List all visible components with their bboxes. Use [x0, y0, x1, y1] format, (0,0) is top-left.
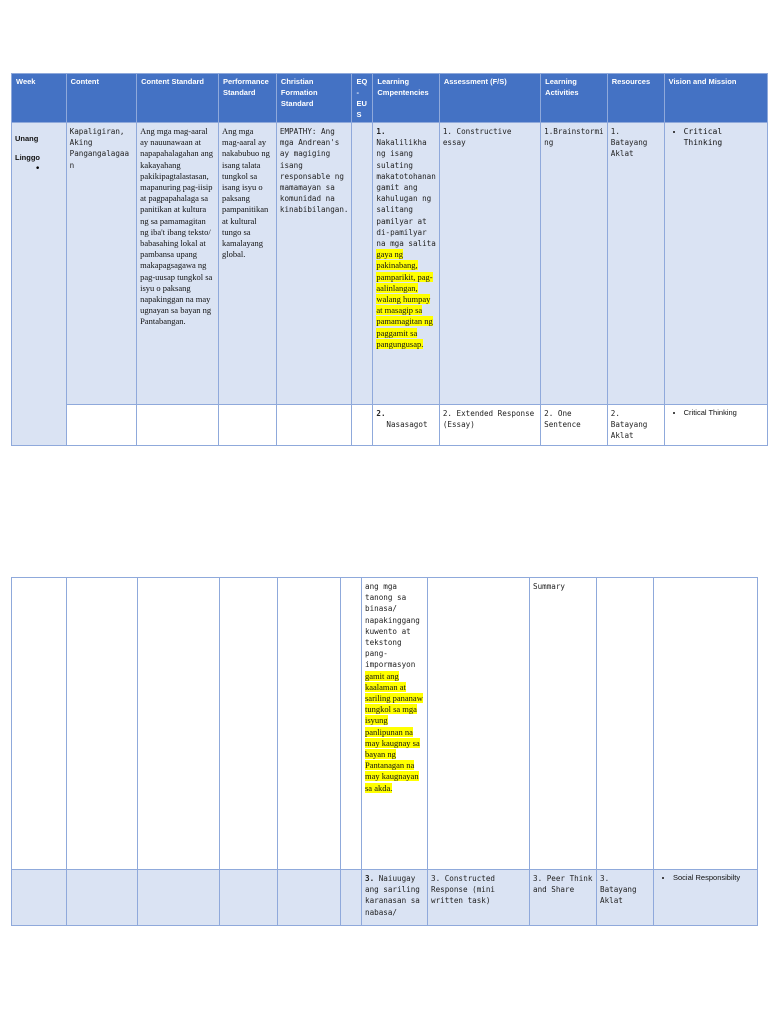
performance-standard-cell — [220, 870, 278, 926]
table-row — [12, 123, 768, 405]
competency-text: Naiuugay ang sariling karanasan sa nabasa/ — [365, 874, 420, 917]
christian-formation-cell — [276, 123, 352, 405]
header-content-standard: Content Standard — [137, 74, 219, 123]
competency-highlight: gaya ng pakinabang, pamparikit, pag-aalinlangan, walang humpay at masagip sa pamamagitan ng paggamit sa pangungusap. — [376, 249, 433, 349]
vision-list — [668, 126, 764, 148]
eq-eus-cell — [352, 123, 373, 405]
eq-eus-cell — [341, 578, 362, 870]
activities-cell: 3. Peer Think and Share — [530, 870, 597, 926]
competency-text: ang mga tanong sa binasa/ napakinggang kuwento at tekstong pang-impormasyon — [365, 582, 420, 670]
competency-cell — [373, 405, 439, 446]
christian-formation-text: EMPATHY: Ang mga Andrean's ay magiging isang responsable ng mamamayan sa komunidad na kinabibilangan. — [279, 127, 349, 215]
performance-standard-cell — [220, 578, 278, 870]
vision-list — [668, 408, 764, 418]
vision-cell — [654, 870, 758, 926]
competency-number: 1. — [376, 127, 386, 136]
vision-item: • Critical Thinking — [684, 408, 764, 418]
header-performance-standard: Performance Standard — [218, 74, 276, 123]
vision-cell — [664, 405, 767, 446]
week-cell — [12, 578, 67, 870]
competency-number: 3. — [365, 874, 375, 883]
header-learning-activities: Learning Activities — [541, 74, 608, 123]
content-cell — [67, 870, 138, 926]
vision-cell — [664, 123, 767, 405]
content-cell — [67, 578, 138, 870]
performance-standard-text: Ang mga mag-aaral ay nakabubuo ng isang talata tungkol sa isang isyu o paksang pampanitikan at kultural tungo sa kamalayang global. — [221, 126, 270, 260]
week-cell — [12, 123, 67, 446]
assessment-cell — [428, 578, 530, 870]
eq-eus-cell — [352, 405, 373, 446]
table-row — [12, 870, 758, 926]
assessment-cell: 1. Constructive essay — [439, 123, 540, 405]
competency-cell — [362, 870, 428, 926]
christian-formation-cell — [276, 405, 352, 446]
table-row — [12, 405, 768, 446]
competency-cell — [362, 578, 428, 870]
resources-cell — [597, 578, 654, 870]
header-week: Week — [12, 74, 67, 123]
content-standard-text: Ang mga mag-aaral ay nauunawaan at napapahalagahan ang kakayahang pakikipagtalastasan, mapanuring pag-iisip at pagpapahalaga sa panitikan at kultura ng sa pamamagitan ng iba't ibang teksto/ babasahing lokal at pambansa upang makapagsagawa ng pag-uusap tungkol sa isyu o paksang napakinggan na may ugnayan sa bayan ng Pantabangan. — [140, 126, 213, 327]
vision-list — [657, 873, 754, 883]
curriculum-table-page-2 — [11, 577, 758, 926]
content-standard-cell — [137, 405, 219, 446]
curriculum-table-page-1 — [11, 73, 768, 446]
week-label: Unang Linggo — [15, 134, 40, 162]
content-standard-cell — [138, 578, 220, 870]
header-row — [12, 74, 768, 123]
vision-item: • Social Responsibilty — [673, 873, 754, 883]
content-standard-cell — [138, 870, 220, 926]
header-eq-eus: EQ - EU S — [352, 74, 373, 123]
content-standard-cell — [137, 123, 219, 405]
vision-item: • Critical Thinking — [684, 126, 764, 148]
christian-formation-cell — [278, 870, 341, 926]
header-content: Content — [66, 74, 136, 123]
assessment-cell: 3. Constructed Response (mini written task) — [428, 870, 530, 926]
resources-cell: 3. Batayang Aklat — [597, 870, 654, 926]
week-bullet: • — [35, 164, 41, 174]
activities-cell: 1.Brainstorming — [541, 123, 608, 405]
header-resources: Resources — [607, 74, 664, 123]
content-cell: Kapaligiran, Aking Pangangalagaan — [66, 123, 136, 405]
competency-cell — [373, 123, 439, 405]
eq-eus-cell — [341, 870, 362, 926]
competency-number: 2. — [376, 409, 386, 418]
vision-cell — [654, 578, 758, 870]
competency-text: Nakalilikha ng isang sulating makatotohanan gamit ang kahulugan ng salitang pamilyar at di-pamilyar na mga salita — [376, 138, 436, 249]
assessment-cell: 2. Extended Response (Essay) — [439, 405, 540, 446]
header-christian-formation: Christian Formation Standard — [276, 74, 352, 123]
competency-highlight: gamit ang kaalaman at sariling pananaw tungkol sa mga isyung panlipunan na may kaugnay sa bayan ng Pantanagan na may kaugnayan sa akda. — [365, 670, 423, 793]
performance-standard-cell — [218, 405, 276, 446]
activities-cell: 2. One Sentence — [541, 405, 608, 446]
resources-cell: 2. Batayang Aklat — [607, 405, 664, 446]
table-row — [12, 578, 758, 870]
activities-cell: Summary — [530, 578, 597, 870]
performance-standard-cell — [218, 123, 276, 405]
christian-formation-cell — [278, 578, 341, 870]
resources-cell: 1. Batayang Aklat — [607, 123, 664, 405]
header-learning-competencies: Learning Cmpentencies — [373, 74, 439, 123]
week-cell — [12, 870, 67, 926]
content-cell — [66, 405, 136, 446]
header-vision-mission: Vision and Mission — [664, 74, 767, 123]
header-assessment: Assessment (F/S) — [439, 74, 540, 123]
competency-text: Nasasagot — [386, 420, 428, 430]
